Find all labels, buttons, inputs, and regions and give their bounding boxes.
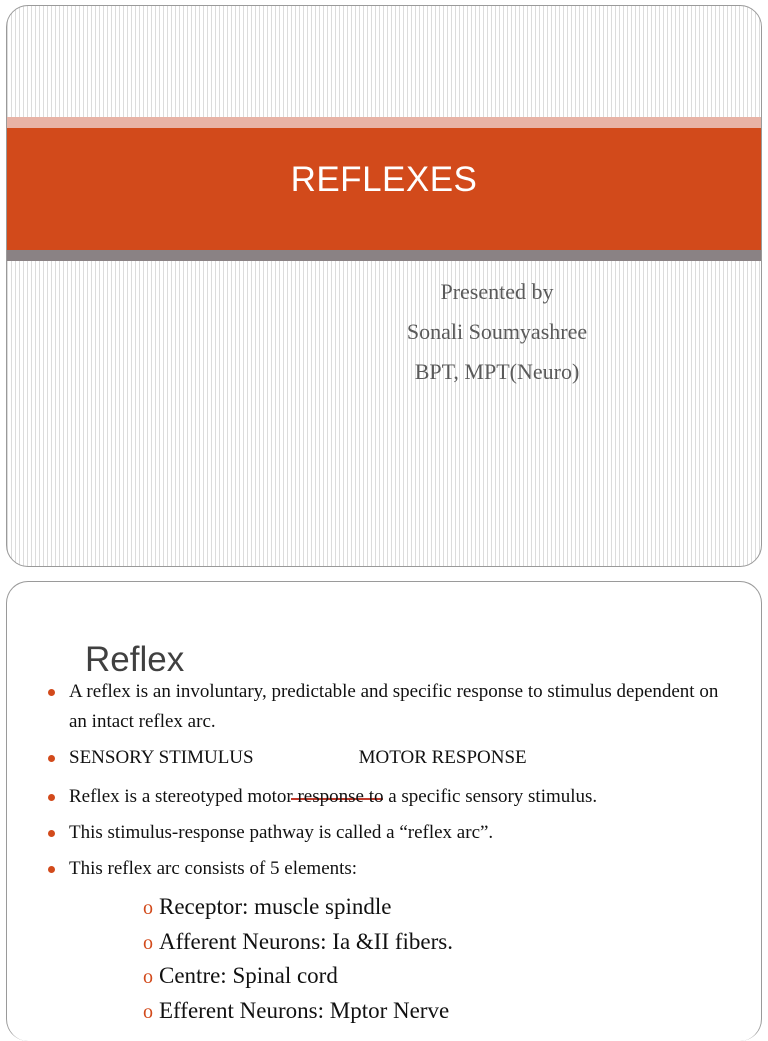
title-band-bottom-stripe xyxy=(7,250,761,261)
title-slide xyxy=(6,5,762,567)
sub-bullet-marker-icon: o xyxy=(143,966,153,988)
bullet-item xyxy=(69,782,739,812)
sub-bullet-item xyxy=(143,927,453,958)
title-band xyxy=(7,128,761,250)
bullet-text: This stimulus-response pathway is called a “reflex arc”. xyxy=(69,822,494,843)
bullet-dot-icon xyxy=(48,830,55,837)
slide-title: REFLEXES xyxy=(290,160,478,199)
sensory-stimulus-label: SENSORY STIMULUS xyxy=(69,747,254,768)
bullet-dot-icon xyxy=(48,755,55,762)
bullet-item xyxy=(69,743,739,773)
sub-bullet-item xyxy=(143,961,338,992)
sub-bullet-text: Efferent Neurons: Mptor Nerve xyxy=(159,998,450,1023)
bullet-text: A reflex is an involuntary, predictable and specific response to stimulus dependent on an intact reflex arc. xyxy=(69,681,719,732)
sub-bullet-text: Afferent Neurons: Ia &II fibers. xyxy=(159,929,453,954)
sub-bullet-marker-icon: o xyxy=(143,897,153,919)
motor-response-label: MOTOR RESPONSE xyxy=(358,747,527,768)
presenter-info xyxy=(347,272,647,392)
bullet-text: This reflex arc consists of 5 elements: xyxy=(69,858,358,879)
sub-bullet-text: Centre: Spinal cord xyxy=(159,963,338,988)
bullet-dot-icon xyxy=(48,794,55,801)
sub-bullet-marker-icon: o xyxy=(143,932,153,954)
sub-bullet-item xyxy=(143,892,392,923)
sub-bullet-marker-icon: o xyxy=(143,1001,153,1023)
presenter-credentials: BPT, MPT(Neuro) xyxy=(414,359,580,384)
slide-heading: Reflex xyxy=(85,640,185,679)
bullet-dot-icon xyxy=(48,689,55,696)
bullet-item xyxy=(69,818,739,848)
sub-bullet-text: Receptor: muscle spindle xyxy=(159,894,392,919)
presenter-label: Presented by xyxy=(440,279,554,304)
sub-bullet-item xyxy=(143,996,449,1027)
bullet-item xyxy=(69,677,739,737)
bullet-text: Reflex is a stereotyped motor response to a specific sensory stimulus. xyxy=(69,786,598,807)
content-slide xyxy=(6,581,762,1041)
title-band-top-stripe xyxy=(7,117,761,128)
presenter-name: Sonali Soumyashree xyxy=(406,319,588,344)
bullet-dot-icon xyxy=(48,866,55,873)
bullet-item xyxy=(69,854,739,884)
